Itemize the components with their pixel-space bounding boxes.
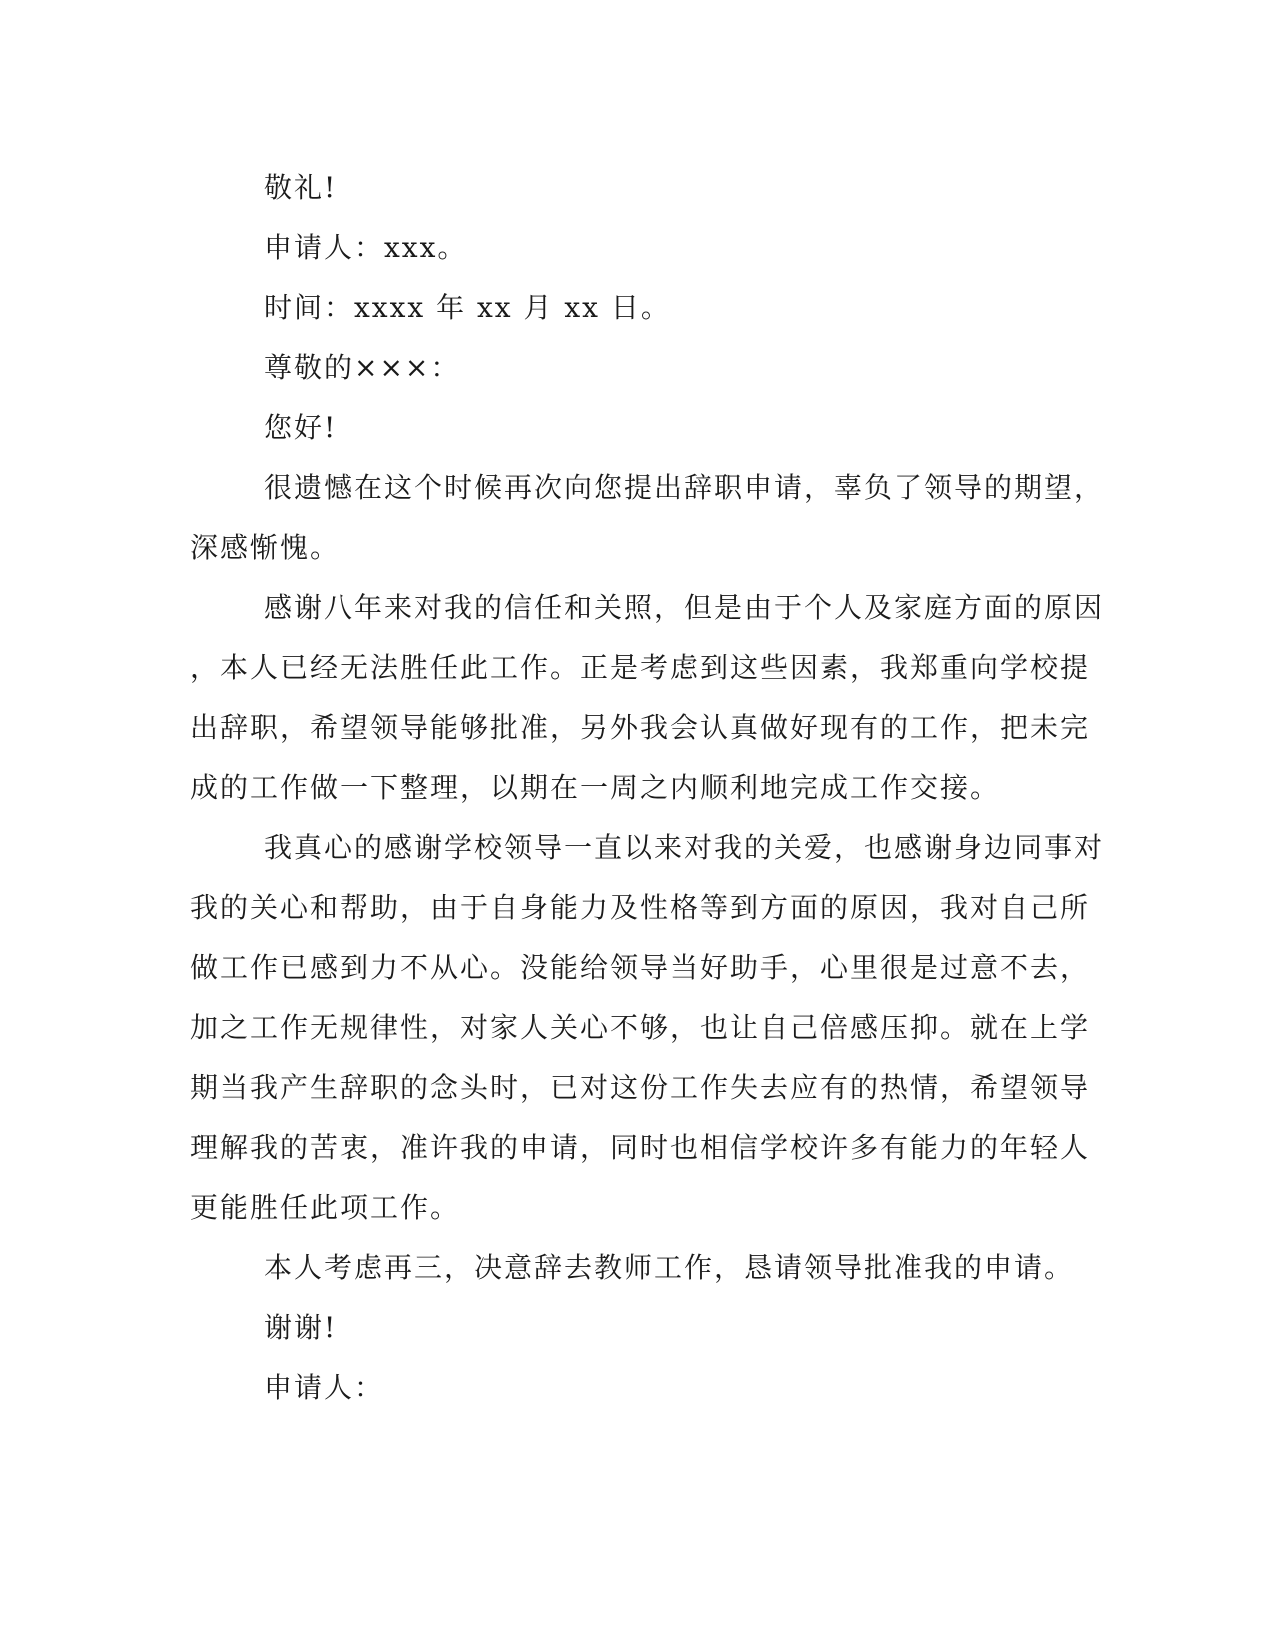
paragraph-gratitude [190, 818, 1105, 1238]
paragraph-line: 深感惭愧。 [190, 531, 341, 564]
greeting-recipient: 尊敬的×××： [264, 351, 461, 384]
closing-salutation: 敬礼! [264, 171, 338, 204]
paragraph-thanks-reason [190, 578, 1105, 818]
date-line: 时间：xxxx 年 xx 月 xx 日。 [264, 291, 671, 324]
paragraph-line: 我真心的感谢学校领导一直以来对我的关爱，也感谢身边同事对 [264, 831, 1105, 864]
applicant-line: 申请人：xxx。 [264, 231, 468, 264]
paragraph-line: 更能胜任此项工作。 [190, 1191, 461, 1224]
paragraph-line: 感谢八年来对我的信任和关照，但是由于个人及家庭方面的原因 [264, 591, 1105, 624]
paragraph-line: 加之工作无规律性，对家人关心不够，也让自己倍感压抑。就在上学 [190, 1011, 1091, 1044]
paragraph-line: 本人考虑再三，决意辞去教师工作，恳请领导批准我的申请。 [264, 1251, 1075, 1284]
paragraph-line: 理解我的苦衷，准许我的申请，同时也相信学校许多有能力的年轻人 [190, 1131, 1091, 1164]
applicant-label: 申请人： [264, 1371, 385, 1404]
paragraph-line: 出辞职，希望领导能够批准，另外我会认真做好现有的工作，把未完 [190, 711, 1091, 744]
paragraph-line: 很遗憾在这个时候再次向您提出辞职申请，辜负了领导的期望， [264, 471, 1105, 504]
paragraph-line: 成的工作做一下整理，以期在一周之内顺利地完成工作交接。 [190, 771, 1001, 804]
paragraph-line: 我的关心和帮助，由于自身能力及性格等到方面的原因，我对自己所 [190, 891, 1091, 924]
paragraph-line: 期当我产生辞职的念头时，已对这份工作失去应有的热情，希望领导 [190, 1071, 1091, 1104]
greeting: 您好! [264, 411, 338, 444]
paragraph-line: ，本人已经无法胜任此工作。正是考虑到这些因素，我郑重向学校提 [190, 651, 1091, 684]
paragraph-decision [190, 1238, 1080, 1298]
thanks-line: 谢谢! [264, 1311, 338, 1344]
paragraph-regret [190, 458, 1105, 578]
document-body [190, 158, 1105, 1418]
paragraph-line: 做工作已感到力不从心。没能给领导当好助手，心里很是过意不去， [190, 951, 1091, 984]
